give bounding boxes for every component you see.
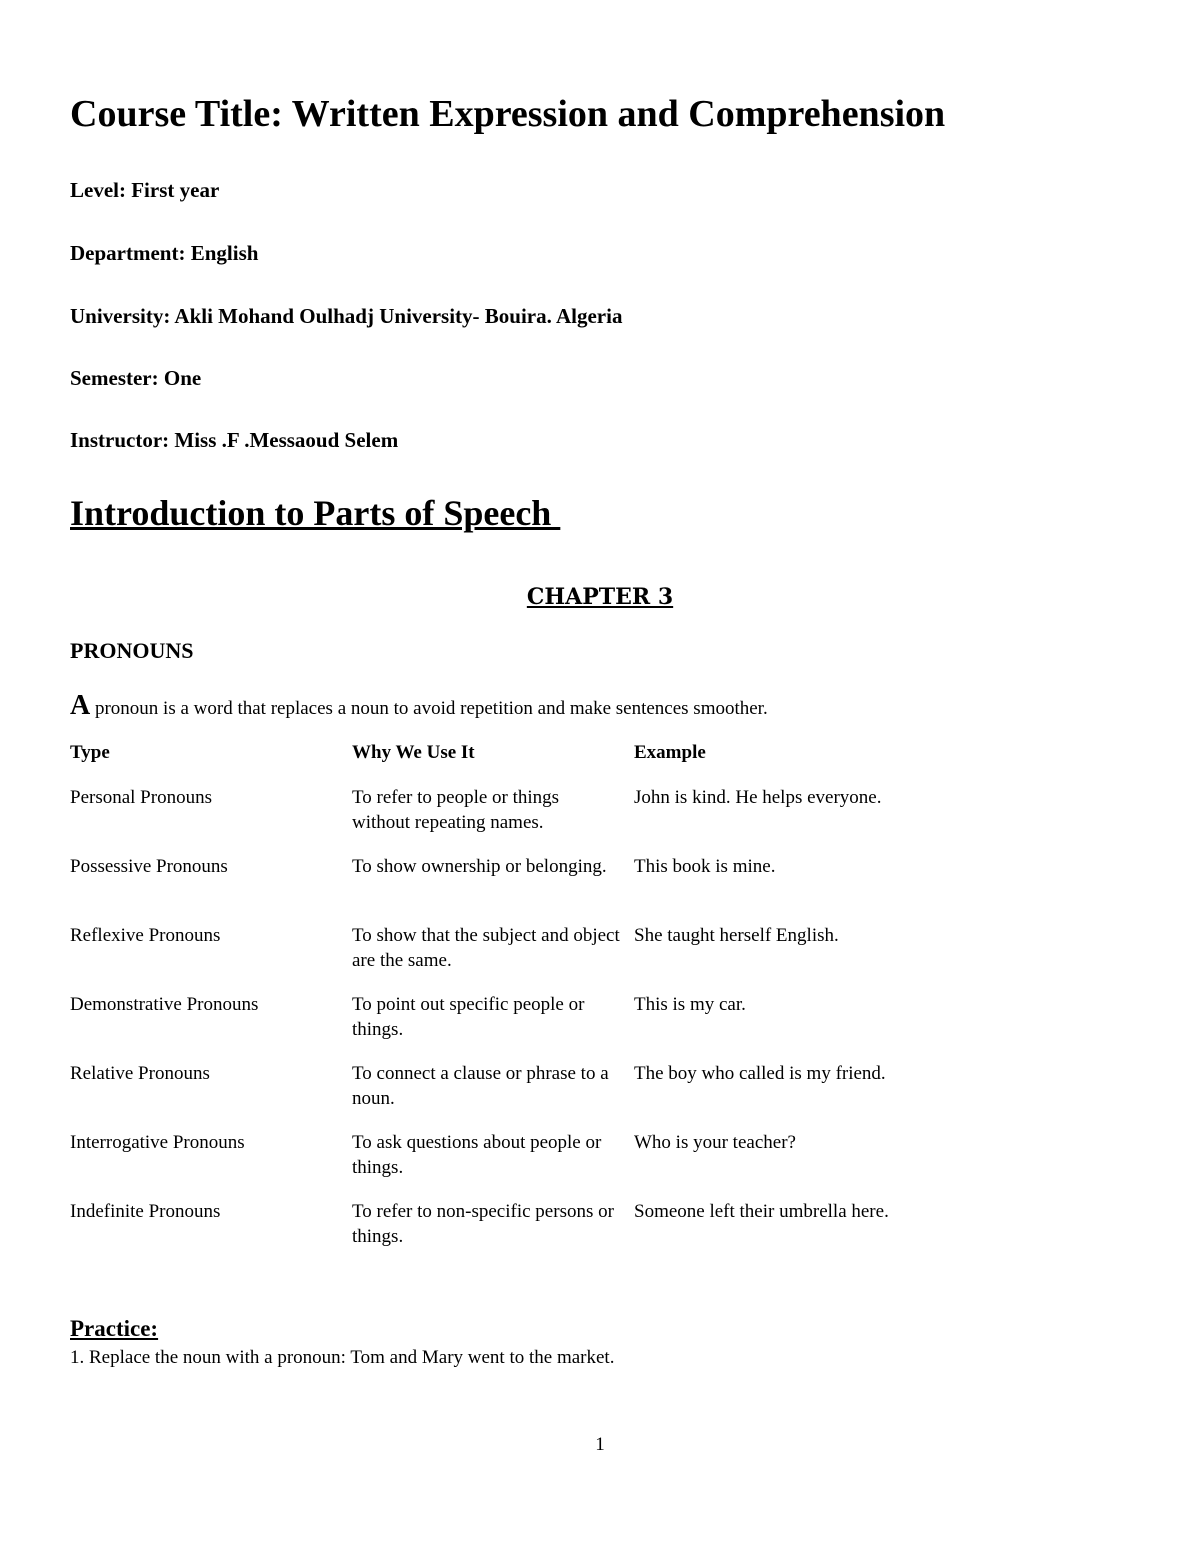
table-row-example: She taught herself English. (634, 925, 839, 946)
table-row-why: To connect a clause or phrase to a noun. (352, 1063, 609, 1109)
table-row-type: Personal Pronouns (70, 787, 212, 808)
table-row-example: The boy who called is my friend. (634, 1063, 886, 1084)
level-line: Level: First year (70, 178, 220, 202)
table-row-why: To ask questions about people or things. (352, 1132, 602, 1178)
page-number: 1 (595, 1434, 605, 1455)
table-row-example: This is my car. (634, 994, 746, 1015)
table-row-example: Someone left their umbrella here. (634, 1201, 889, 1222)
table-row-why: To show that the subject and object are the same. (352, 925, 620, 971)
section-title: Introduction to Parts of Speech (70, 493, 561, 533)
table-header-type: Type (70, 742, 110, 763)
table-row-example: John is kind. He helps everyone. (634, 787, 882, 808)
intro-paragraph (70, 690, 768, 722)
table-header-why: Why We Use It (352, 742, 475, 763)
pronouns-heading: PRONOUNS (70, 638, 194, 663)
table-row-why: To refer to non-specific persons or things. (352, 1201, 614, 1247)
table-header-example: Example (634, 742, 706, 763)
practice-title: Practice: (70, 1316, 159, 1341)
table-row-type: Reflexive Pronouns (70, 925, 221, 946)
intro-text: pronoun is a word that replaces a noun to avoid repetition and make sentences smoother. (90, 698, 768, 719)
table-row-why: To point out specific people or things. (352, 994, 585, 1040)
table-row-type: Relative Pronouns (70, 1063, 210, 1084)
chapter-heading (0, 584, 1200, 610)
chapter-label: CHAPTER 3 (526, 584, 674, 610)
intro-dropcap: A (70, 690, 91, 721)
table-row-type: Demonstrative Pronouns (70, 994, 259, 1015)
table-row-type: Indefinite Pronouns (70, 1201, 221, 1222)
table-row-why: To refer to people or things without repeating names. (352, 787, 560, 833)
table-row-example: This book is mine. (634, 856, 776, 877)
semester-line: Semester: One (70, 366, 202, 390)
university-line: University: Akli Mohand Oulhadj University- Bouira. Algeria (70, 304, 623, 328)
instructor-line: Instructor: Miss .F .Messaoud Selem (70, 428, 399, 452)
table-row-why: To show ownership or belonging. (352, 856, 607, 877)
table-row-type: Possessive Pronouns (70, 856, 228, 877)
department-line: Department: English (70, 241, 259, 265)
table-row-type: Interrogative Pronouns (70, 1132, 245, 1153)
course-title: Course Title: Written Expression and Comprehension (70, 93, 946, 135)
practice-item: 1. Replace the noun with a pronoun: Tom and Mary went to the market. (70, 1347, 615, 1368)
table-row-example: Who is your teacher? (634, 1132, 796, 1153)
